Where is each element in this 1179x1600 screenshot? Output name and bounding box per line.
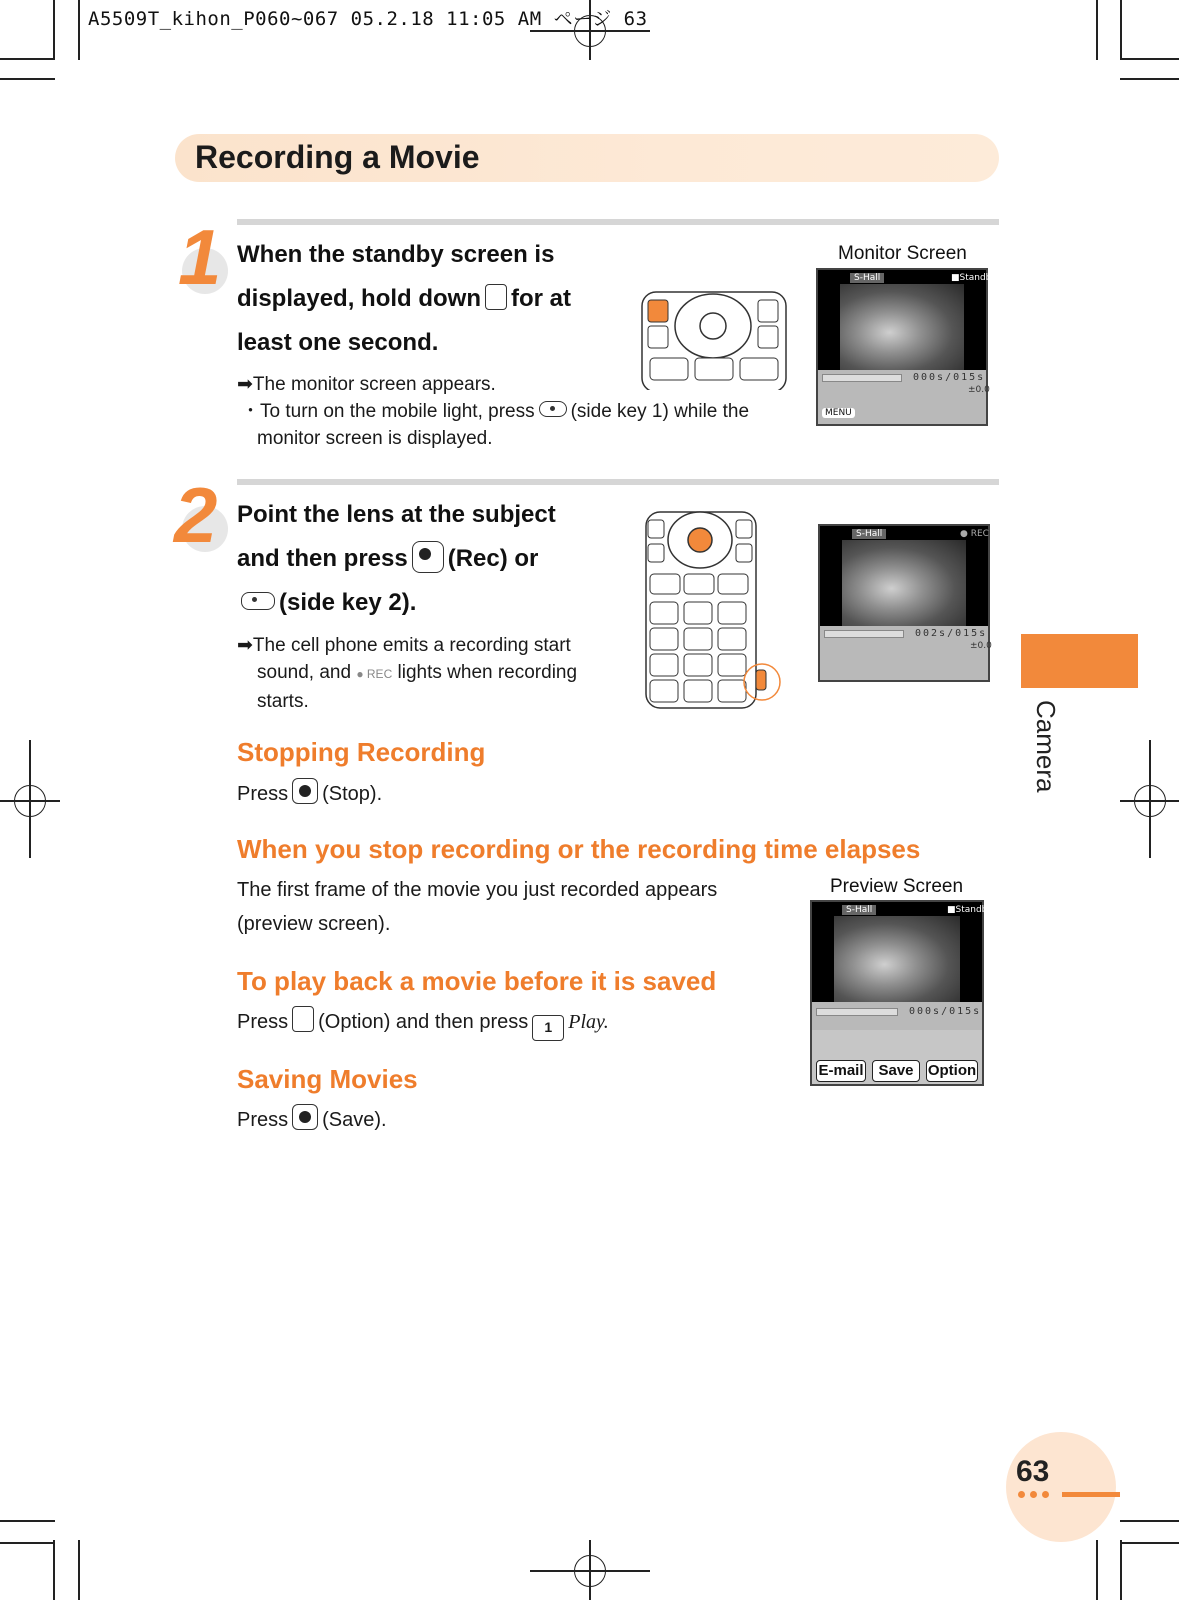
side-key-1-icon bbox=[539, 401, 567, 417]
key-1-icon: 1 bbox=[532, 1015, 564, 1041]
playback-text: Press (Option) and then press 1 Play. bbox=[237, 1006, 609, 1041]
step-number-1: 1 bbox=[178, 213, 222, 301]
preview-screen: S-Hall ■Standby 000s/015s E-mail Save Option bbox=[810, 900, 984, 1086]
option-key-icon bbox=[292, 1006, 314, 1032]
rec-indicator: ● REC bbox=[356, 667, 393, 681]
page-title: Recording a Movie bbox=[195, 139, 480, 175]
chapter-tab-label: Camera bbox=[1031, 700, 1061, 793]
section-divider bbox=[237, 479, 999, 485]
section-divider bbox=[237, 219, 999, 225]
step2-result: ➡The cell phone emits a recording start sound, and ● REC lights when recording starts. bbox=[237, 635, 578, 712]
step-number-2: 2 bbox=[174, 471, 218, 559]
phone-keypad-illustration-1 bbox=[640, 290, 788, 390]
stop-or-elapses-text: The first frame of the movie you just recorded appears (preview screen). bbox=[237, 879, 718, 935]
step1-result: ➡The monitor screen appears. bbox=[237, 374, 496, 395]
recording-progress-bar bbox=[816, 1008, 898, 1016]
camera-preview-image bbox=[834, 916, 960, 1004]
recording-progress-bar bbox=[824, 630, 904, 638]
stopping-recording-heading: Stopping Recording bbox=[237, 737, 486, 767]
camera-preview-image bbox=[842, 540, 966, 628]
camera-key-icon bbox=[485, 284, 507, 310]
playback-heading: To play back a movie before it is saved bbox=[237, 966, 717, 996]
monitor-screen: S-Hall ■Standby 000s/015s ±0.0 MENU bbox=[816, 268, 988, 426]
phone-keypad-illustration-2 bbox=[644, 510, 788, 710]
recording-screen: S-Hall ● REC 002s/015s ±0.0 bbox=[818, 524, 990, 682]
preview-screen-caption: Preview Screen bbox=[830, 876, 964, 897]
saving-heading: Saving Movies bbox=[237, 1064, 418, 1094]
step1-note: ・To turn on the mobile light, press (side key 1) while the monitor screen is displayed. bbox=[241, 401, 750, 449]
monitor-screen-caption: Monitor Screen bbox=[838, 243, 967, 264]
save-softkey[interactable]: Save bbox=[872, 1060, 920, 1082]
recording-progress-bar bbox=[822, 374, 902, 382]
title-banner bbox=[175, 134, 999, 182]
email-softkey[interactable]: E-mail bbox=[816, 1060, 866, 1082]
step2-instruction: Point the lens at the subject and then press (Rec) or (side key 2). bbox=[237, 501, 556, 616]
center-key-icon bbox=[412, 541, 444, 573]
stop-or-elapses-heading: When you stop recording or the recording time elapses bbox=[237, 834, 921, 864]
center-key-icon bbox=[292, 1104, 318, 1130]
stopping-recording-text: Press (Stop). bbox=[237, 778, 382, 808]
side-key-2-icon bbox=[241, 592, 275, 610]
chapter-tab bbox=[1021, 634, 1138, 688]
saving-text: Press (Save). bbox=[237, 1104, 387, 1134]
step1-instruction: When the standby screen is displayed, hold down for at least one second. bbox=[237, 241, 572, 356]
option-softkey[interactable]: Option bbox=[926, 1060, 978, 1082]
camera-preview-image bbox=[840, 284, 964, 372]
page-number: 63 bbox=[1016, 1455, 1050, 1488]
center-key-icon bbox=[292, 778, 318, 804]
printer-header: A5509T_kihon_P060~067 05.2.18 11:05 AM ページ 63 bbox=[88, 8, 648, 30]
